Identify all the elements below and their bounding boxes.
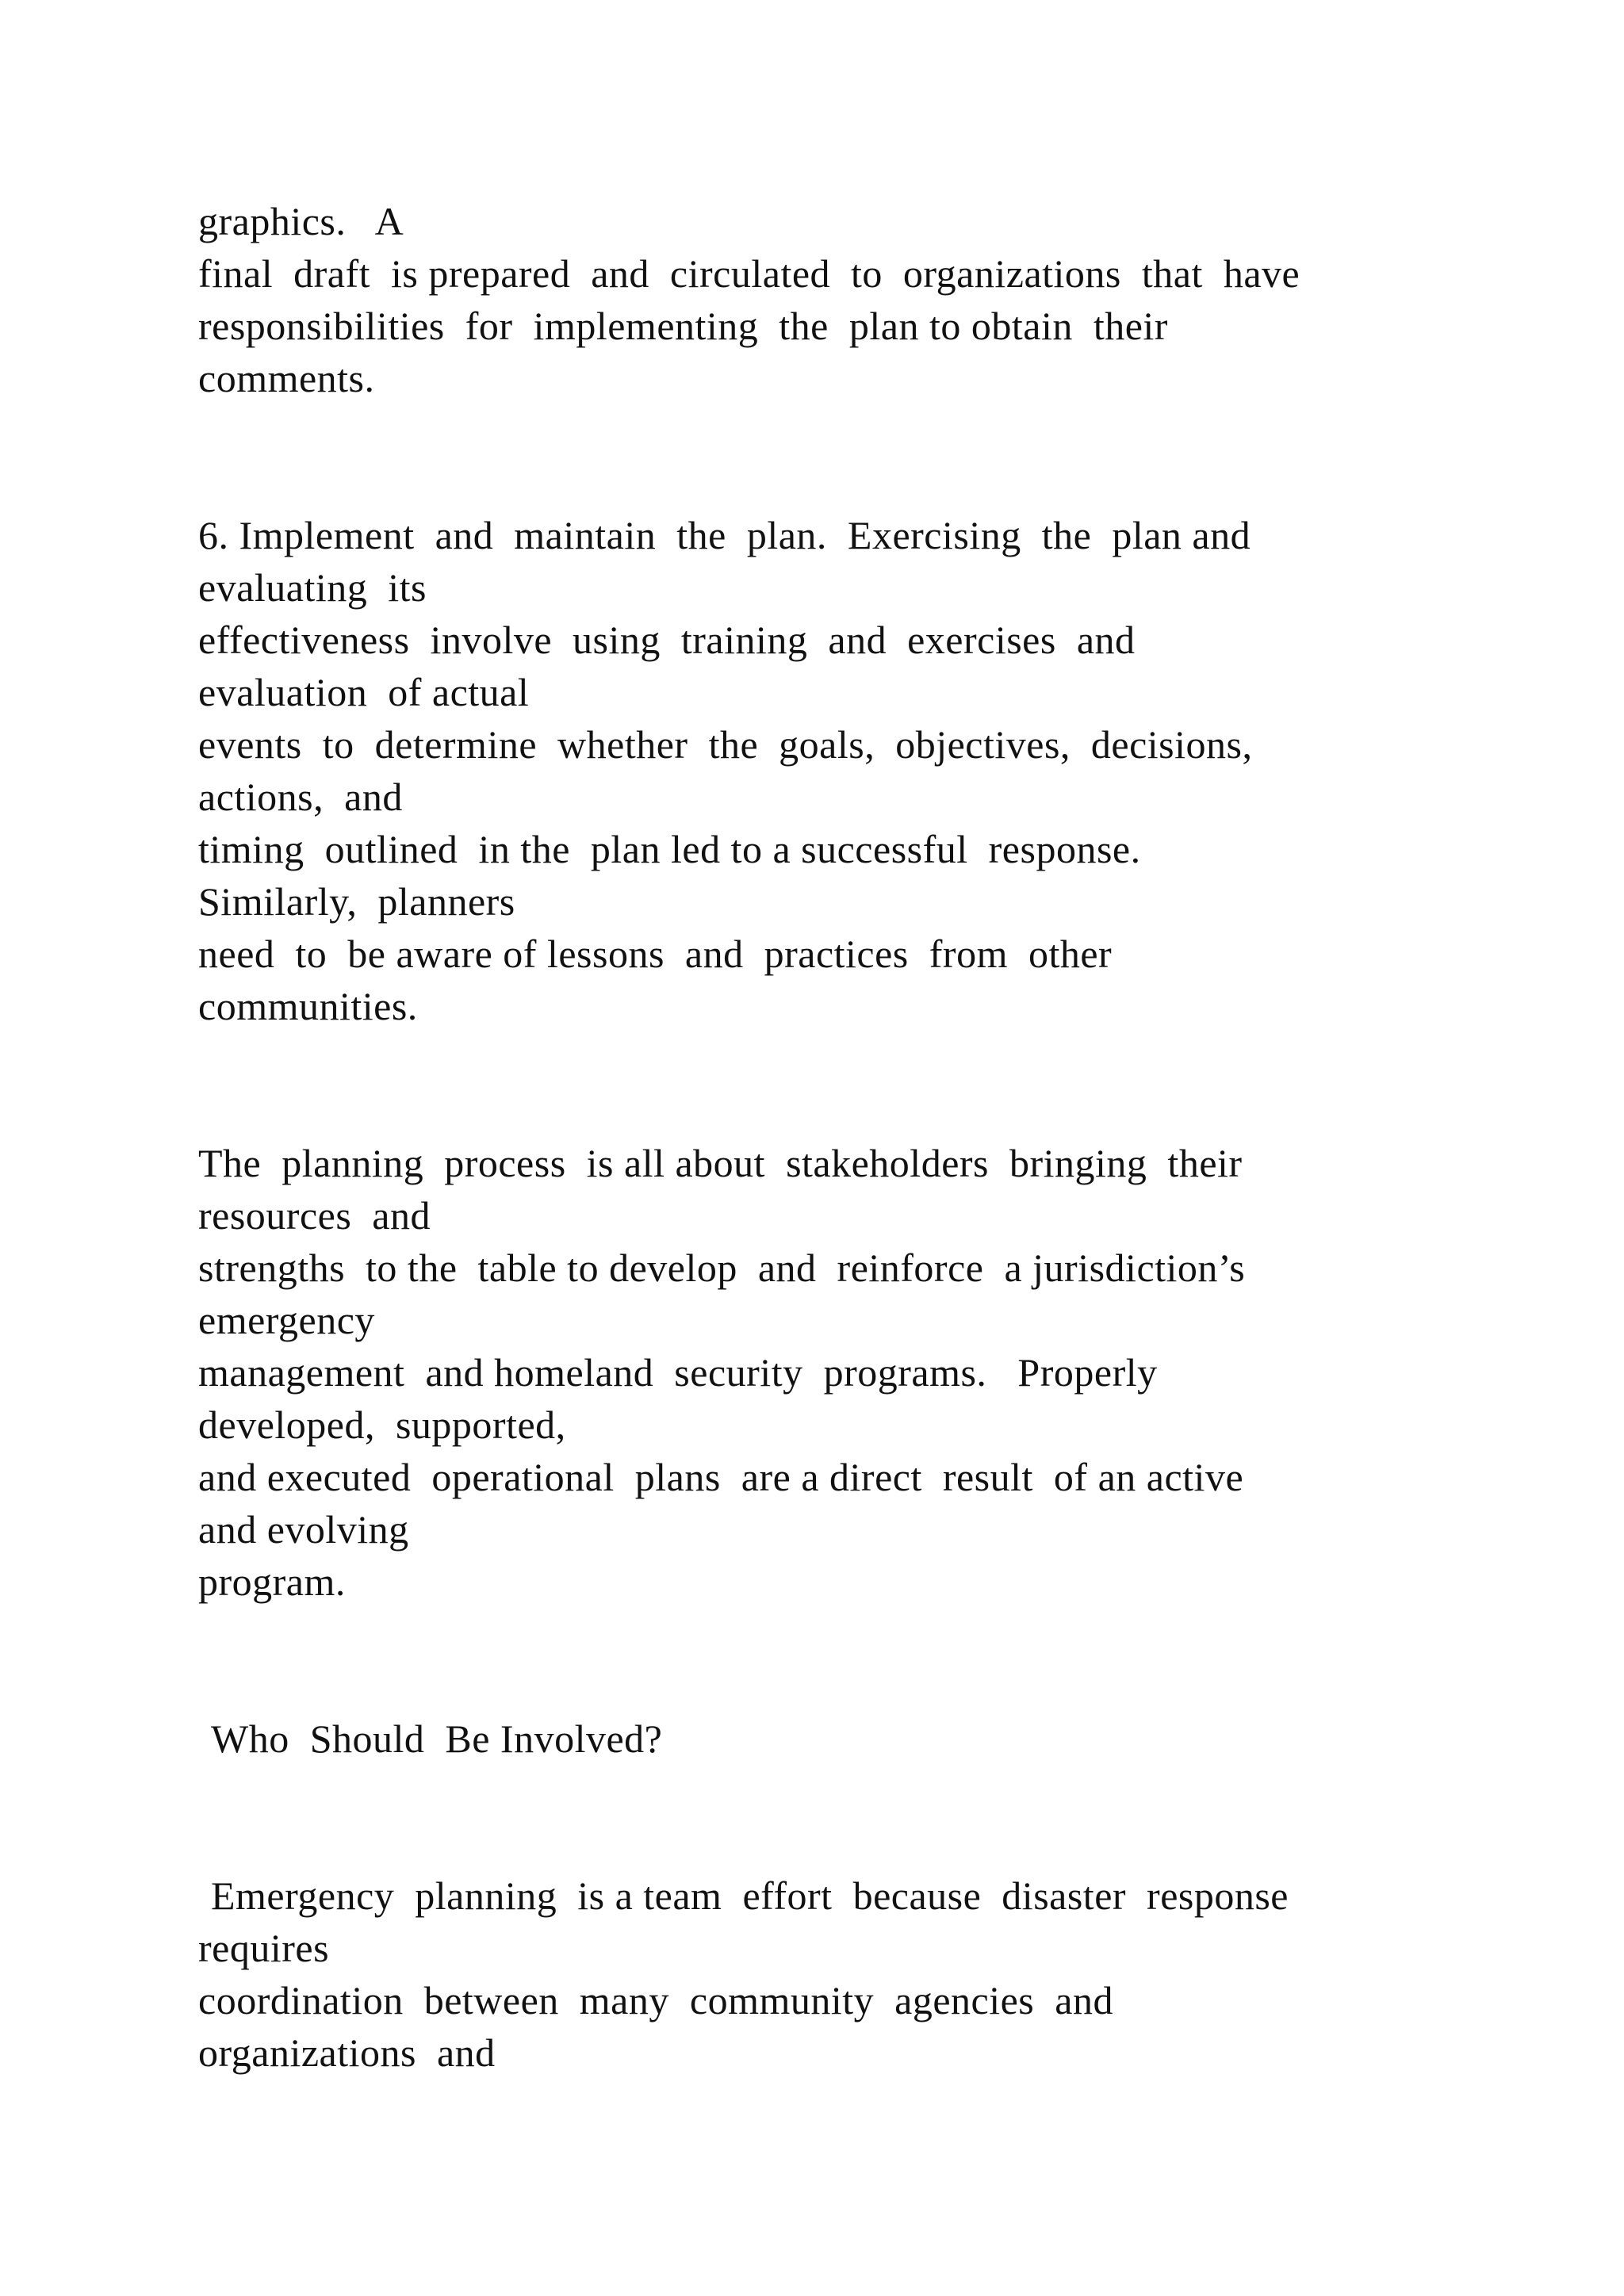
paragraph-2-line-10: communities.: [198, 984, 418, 1028]
paragraph-3-line-1: The planning process is all about stakeholders bringing their: [198, 1141, 1243, 1185]
paragraph-2-line-1: 6. Implement and maintain the plan. Exercising the plan and: [198, 513, 1251, 557]
paragraph-2-line-3: effectiveness involve using training and exercises and: [198, 618, 1136, 662]
paragraph-3-line-2: resources and: [198, 1193, 431, 1238]
paragraph-2-line-6: actions, and: [198, 775, 403, 819]
paragraph-3-line-8: and evolving: [198, 1507, 409, 1552]
section-heading: Who Should Be Involved?: [211, 1716, 663, 1761]
paragraph-3-line-4: emergency: [198, 1298, 375, 1342]
paragraph-1-line-3: responsibilities for implementing the plan to obtain their: [198, 304, 1168, 348]
paragraph-3-line-9: program.: [198, 1559, 346, 1604]
paragraph-1-line-2: final draft is prepared and circulated to organizations that have: [198, 251, 1300, 296]
paragraph-3-line-7: and executed operational plans are a direct result of an active: [198, 1455, 1244, 1499]
paragraph-2-line-4: evaluation of actual: [198, 670, 530, 714]
paragraph-4-line-4: organizations and: [198, 2030, 496, 2075]
paragraph-4-line-3: coordination between many community agencies and: [198, 1978, 1113, 2022]
paragraph-2-line-7: timing outlined in the plan led to a successful response.: [198, 827, 1141, 871]
paragraph-2-line-8: Similarly, planners: [198, 879, 515, 924]
paragraph-4-line-1: Emergency planning is a team effort because disaster response: [211, 1873, 1289, 1918]
paragraph-3-line-5: management and homeland security programs. Properly: [198, 1350, 1158, 1395]
paragraph-1-line-1: graphics. A: [198, 199, 404, 243]
paragraph-4-line-2: requires: [198, 1926, 330, 1970]
paragraph-1-line-4: comments.: [198, 356, 375, 400]
paragraph-2-line-2: evaluating its: [198, 565, 427, 610]
paragraph-3-line-3: strengths to the table to develop and reinforce a jurisdiction’s: [198, 1246, 1246, 1290]
paragraph-2-line-5: events to determine whether the goals, objectives, decisions,: [198, 722, 1253, 767]
paragraph-2-line-9: need to be aware of lessons and practices from other: [198, 932, 1113, 976]
paragraph-3-line-6: developed, supported,: [198, 1402, 566, 1447]
